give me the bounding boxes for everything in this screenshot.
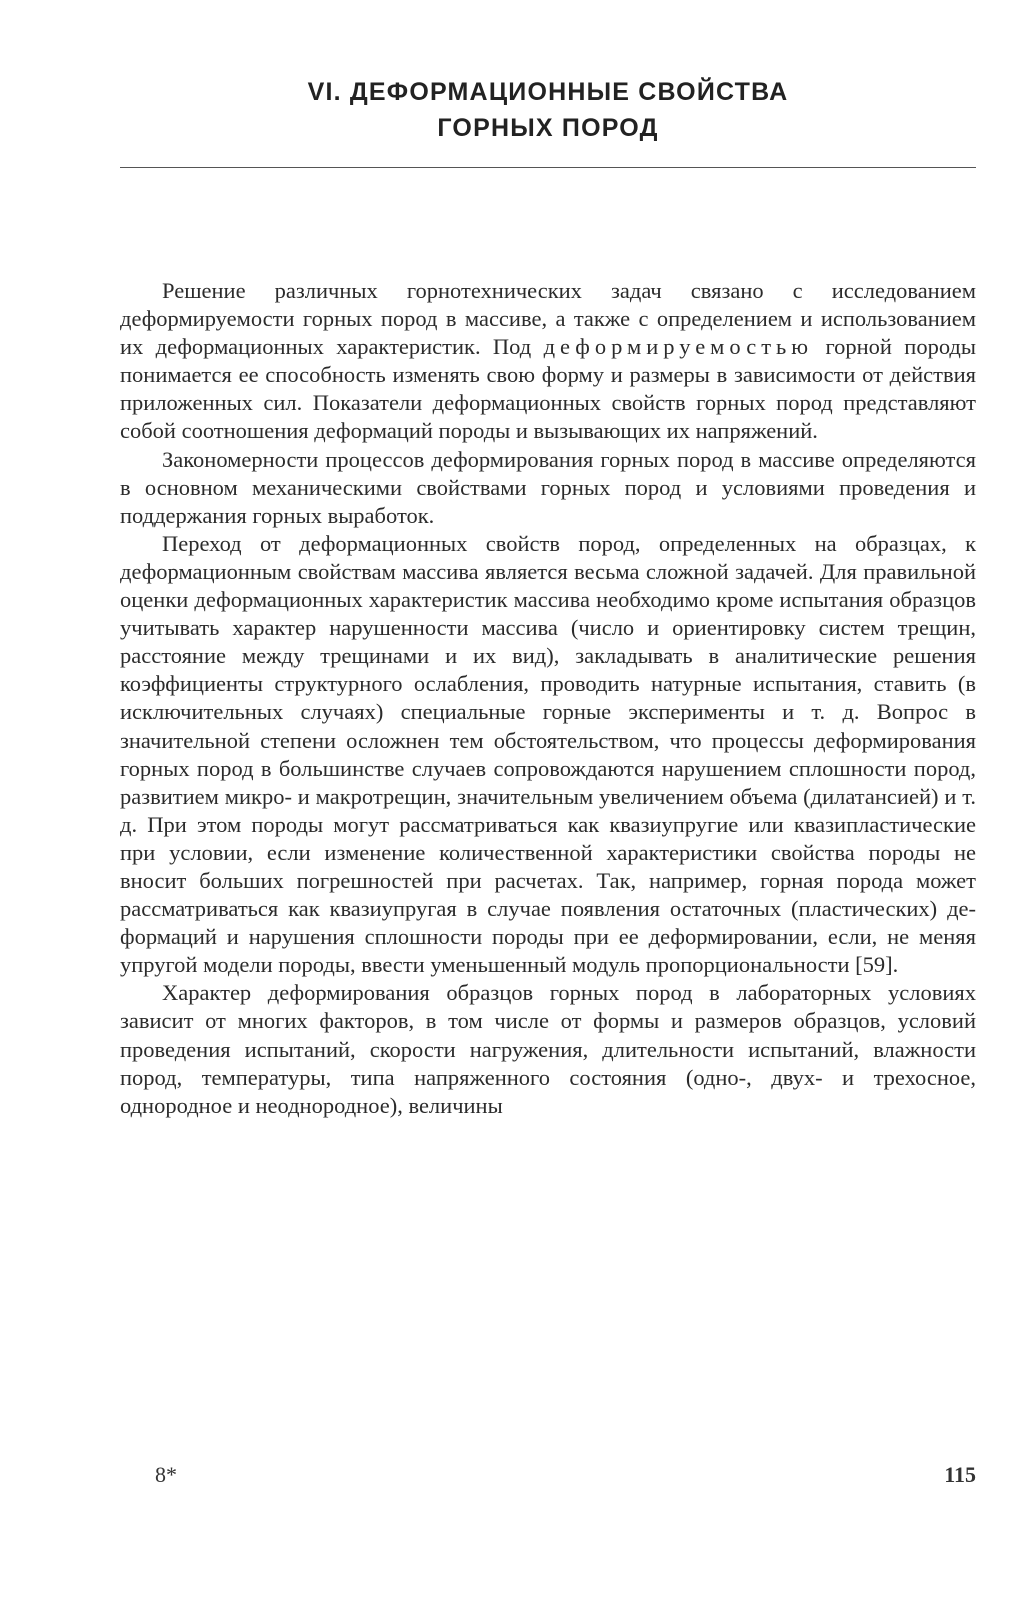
chapter-title-line-1: VI. ДЕФОРМАЦИОННЫЕ СВОЙСТВА bbox=[307, 78, 789, 106]
chapter-title bbox=[120, 74, 976, 146]
emphasized-term: деформируемостью bbox=[543, 334, 814, 360]
chapter-title-line-2: ГОРНЫХ ПОРОД bbox=[437, 114, 659, 142]
page-number: 115 bbox=[944, 1462, 976, 1487]
paragraph-4: Характер деформирования образцов горных пород в лабораторных условиях зависит от многих факторов, в том числе от формы и размеров образцов, условий проведения испытаний, скорости нагружения, длительности испытаний, влажности пород, температуры, типа напряженного состояния (одно-, двух- и трехосное, однородное и неоднородное), величины bbox=[120, 980, 976, 1118]
paragraph-3: Переход от деформационных свойств пород, определенных на образцах, к деформационным свойствам массива является весьма сложной задачей. Для правильной оценки деформационных характеристик массива необходимо кроме испытания образцов учитывать характер нарушенности массива (число и ориентировку систем трещин, расстояние между трещинами и их вид), закладывать в аналитические решения коэффициенты структурного ослабления, проводить натурные испытания, ставить (в исключительных случаях) специальные горные эксперименты и т. д. Вопрос в значительной степени осложнен тем обстоятельством, что процессы деформирования горных пород в большинстве случаев сопровождаются нарушением сплошности пород, развитием микро- и макротрещин, значительным увеличением объема (дилатансией) и т. д. При этом породы могут рассматриваться как квазиупругие или квазипластические при условии, если изменение количественной характеристики свойства породы не вносит больших погрешностей при расчетах. Так, например, горная порода может рассматриваться как квазиупругая в случае появления остаточных (пластических) деформаций и нарушения сплошности породы при ее деформировании, если, не меняя упругой модели породы, ввести уменьшенный модуль пропорциональности [59]. bbox=[120, 530, 976, 978]
paragraph-1 bbox=[120, 277, 976, 446]
signature-mark: 8* bbox=[155, 1462, 177, 1487]
paragraph-1-start: Решение различных горнотехнических задач связано с исследованием деформируемости горных пород в массиве, а также с определением и использованием их деформационных характеристик. Под bbox=[120, 278, 976, 360]
paragraph-2: Закономерности процессов деформирования горных пород в массиве определяются в основном механическими свойствами горных пород и условиями проведения и поддержания горных выработок. bbox=[120, 446, 976, 528]
paragraph-1-end: горной породы понимается ее способность изменять свою форму и размеры в зависимости от действия приложенных сил. Показатели деформационных свойств горных пород представляют собой соотношения деформаций породы и вызывающих их напряжений. bbox=[120, 334, 976, 444]
body-text bbox=[120, 277, 976, 1120]
title-divider bbox=[120, 167, 976, 168]
